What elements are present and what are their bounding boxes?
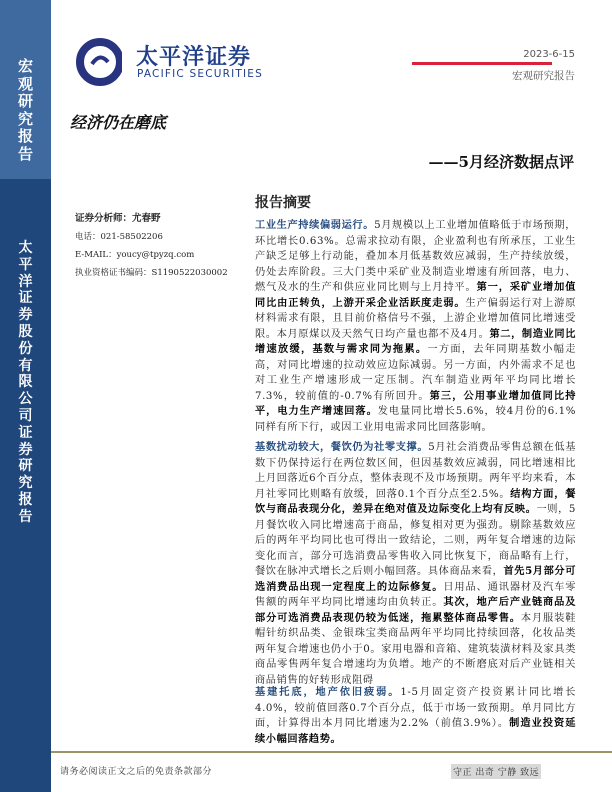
report-date: 2023-6-15: [523, 49, 575, 60]
analyst-phone: 电话：021-58502206: [75, 232, 163, 242]
sidebar-char: 证: [18, 424, 33, 441]
report-subtitle: ——5月经济数据点评: [428, 153, 574, 171]
sidebar-char: 研: [17, 92, 33, 110]
paragraph-emphasis: 制造业投资延续小幅回落趋势。: [255, 717, 576, 745]
analyst-license: 执业资格证书编码：S1190522030002: [75, 268, 228, 278]
brand-name-en: PACIFIC SECURITIES: [137, 68, 264, 80]
pacific-securities-logo-icon: [62, 12, 122, 102]
paragraph-emphasis: 首先5月部分可选消费品出现一定程度上的边际修复。: [255, 565, 576, 593]
summary-heading: 报告摘要: [255, 195, 311, 211]
paragraph-emphasis: 第二，制造业同比增速放缓，基数与需求同为拖累。: [255, 327, 576, 355]
paragraph-lead: 基数扰动较大，餐饮仍为社零支撑。: [255, 441, 429, 453]
paragraph-text: 5月规模以上工业增加值略低于市场预期，环比增长0.63%。总需求拉动有限，企业盈利也有所承压，工业生产缺乏足够上行动能，叠加本月低基数效应减弱，生产持续放缓，仍处去库阶段。三大门类中采矿业及制造业增速有所回落，电力、燃气及水的生产和供应业同比则与上月持平。: [255, 220, 576, 293]
analyst-name: 证券分析师：尤春野: [75, 213, 161, 224]
paragraph-text: 发电量同比增长5.6%，较4月份的6.1%同样有所下行，或因工业用电需求同比回落影响。: [255, 406, 576, 433]
sidebar-char: 宏: [17, 57, 33, 75]
paragraph-text: 本月服装鞋帽针纺织品类、金银珠宝类商品两年平均同比持续回落，化妆品类两年复合增速也仍小于0。家用电器和音箱、建筑装潢材料及家具类商品零售两年复合增速均为负增。地产的不断磨底对后产业链相关商品销售的好转形成阻碍: [255, 612, 576, 686]
sidebar-char: 太: [18, 240, 33, 256]
sidebar-char: 份: [18, 340, 33, 357]
sidebar-company-label: [0, 240, 51, 526]
paragraph-lead: 工业生产持续偏弱运行。: [255, 219, 375, 231]
sidebar-report-category: [0, 58, 51, 163]
paragraph-lead: 基建托底，地产依旧疲弱。: [255, 686, 401, 698]
company-motto: 守正 出奇 宁静 致远: [451, 764, 541, 779]
paragraph-text: 日用品、通讯器材及汽车零售额的两年平均同比增速均由负转正。: [255, 581, 576, 608]
paragraph-emphasis: 结构方面，餐饮与商品表现分化，差异在绝对值及边际变化上均有反映。: [255, 487, 576, 515]
paragraph-text: 1-5月固定资产投资累计同比增长4.0%，较前值回落0.7个百分点，低于市场一致预期。单月同比方面，计算得出本月同比增速为2.2%（前值3.9%）。: [255, 687, 576, 729]
analyst-info: [75, 210, 228, 282]
sidebar-char: 限: [18, 374, 33, 391]
sidebar-char: 平: [18, 256, 33, 273]
sidebar-char: 洋: [18, 273, 33, 290]
report-type: 宏观研究报告: [512, 70, 575, 82]
sidebar-char: 报: [18, 491, 33, 508]
header-divider: [412, 62, 552, 65]
sidebar-char: 证: [18, 290, 33, 307]
sidebar-char: 报: [17, 127, 33, 145]
footer-divider: [51, 751, 612, 753]
sidebar-char: 告: [18, 508, 33, 525]
paragraph-emphasis: 第一，采矿业增加值同比由正转负，上游开采企业活跃度走弱。: [255, 281, 576, 309]
summary-paragraph-investment: [255, 685, 576, 747]
paragraph-emphasis: 其次，地产后产业链商品及部分可选消费品表现仍较为低迷，拖累整体商品零售。: [255, 596, 576, 624]
summary-paragraph-retail: [255, 440, 576, 688]
sidebar-char: 研: [18, 458, 33, 475]
paragraph-emphasis: 第三，公用事业增加值同比持平，电力生产增速回落。: [255, 389, 576, 417]
sidebar-char: 究: [17, 109, 33, 128]
summary-paragraph-industry: [255, 218, 576, 435]
sidebar-char: 券: [18, 307, 33, 324]
sidebar-char: 究: [18, 475, 33, 492]
paragraph-text: 5月社会消费品零售总额在低基数下仍保持运行在两位数区间，但因基数效应减弱，同比增速相比上月回落近6个百分点，整体表现不及市场预期。两年平均来看，本月社零同比则略有放缓，回落0.1个百分点至2.5%。: [255, 442, 576, 500]
brand-name-cn: 太平洋证券: [136, 45, 252, 70]
sidebar-char: 股: [18, 323, 33, 340]
analyst-email[interactable]: E-MAIL：youcy@tpyzq.com: [75, 250, 195, 260]
paragraph-text: 一方面，去年同期基数小幅走高，对同比增速的拉动效应边际减弱。另一方面，内外需求不足也对工业生产增速形成一定压制。汽车制造业两年平均同比增长7.3%，较前值的-0.7%有所回升。: [255, 344, 576, 402]
sidebar-char: 公: [18, 391, 33, 408]
report-title: 经济仍在磨底: [70, 113, 167, 132]
sidebar-char: 告: [17, 144, 33, 163]
sidebar-char: 观: [17, 74, 33, 93]
sidebar-char: 券: [18, 441, 33, 458]
sidebar-char: 有: [18, 357, 33, 374]
sidebar-char: 司: [18, 407, 33, 424]
paragraph-text: 生产偏弱运行对上游原材料需求有限，且目前价格信号不强，上游企业增加值同比增速受限。本月原煤以及天然气日均产量也都不及4月。: [255, 297, 576, 340]
paragraph-text: 一则，5月餐饮收入同比增速高于商品，修复相对更为强劲。剔除基数效应后的两年平均同比也可得出一致结论，二则，两年复合增速的边际变化而言，部分可选消费品零售收入同比恢复下，商品略有上行，餐饮在脉冲式增长之后则小幅回落。具体商品来看，: [255, 504, 576, 577]
disclaimer-note: 请务必阅读正文之后的免责条款部分: [60, 767, 213, 777]
